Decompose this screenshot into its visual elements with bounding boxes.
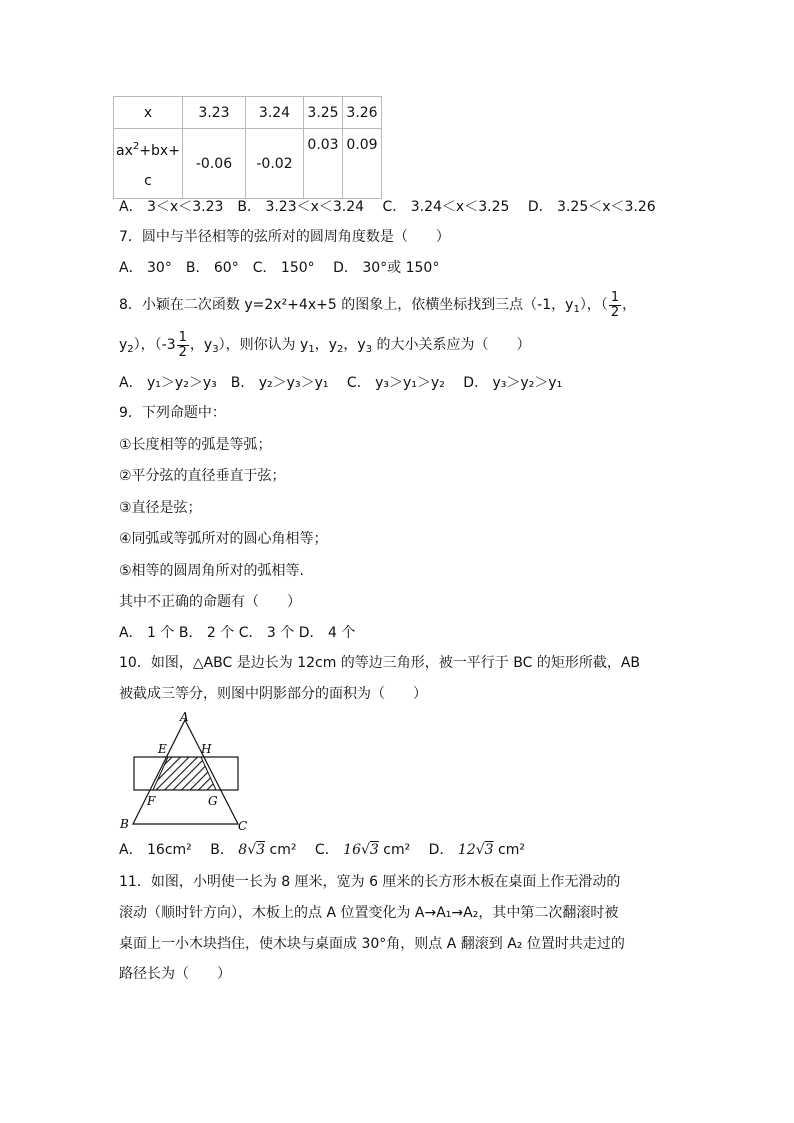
- q9-item: ①长度相等的弧是等弧；: [119, 437, 272, 453]
- table-header-cell: 3.26: [343, 97, 382, 129]
- unit: cm²: [378, 842, 411, 858]
- coef: 16: [343, 842, 361, 858]
- text: 8．小颖在二次函数 y=2x²+4x+5 的图象上，依横坐标找到三点（-1，y: [119, 297, 574, 313]
- subscript: 1: [573, 304, 580, 315]
- q7-stem: 7．圆中与半径相等的弦所对的圆周角度数是（ ）: [119, 229, 450, 245]
- text: ），则你认为 y: [218, 337, 309, 353]
- subscript: 2: [127, 344, 134, 355]
- label-a: A: [180, 710, 189, 724]
- q9-item: ⑤相等的圆周角所对的弧相等.: [119, 563, 305, 579]
- q9-ask: 其中不正确的命题有（ ）: [119, 594, 301, 610]
- subscript: 3: [365, 344, 373, 355]
- label-part: ax: [116, 142, 133, 159]
- q10-line2: 被截成三等分，则图中阴影部分的面积为（ ）: [119, 686, 427, 702]
- denominator: 2: [178, 344, 187, 360]
- q8-line1: [119, 290, 636, 325]
- subscript: 1: [308, 344, 315, 355]
- q9-item: ②平分弦的直径垂直于弦；: [119, 468, 286, 484]
- label-g: G: [208, 794, 218, 808]
- q11-line: 桌面上一小木块挡住，使木块与桌面成 30°角，则点 A 翻滚到 A₂ 位置时共走过的: [119, 936, 625, 952]
- q6-options: A． 3＜x＜3.23 B． 3.23＜x＜3.24 C． 3.24＜x＜3.25 D． 3.25＜x＜3.26: [119, 199, 656, 215]
- text: D．: [410, 842, 454, 858]
- q7-options: A． 30° B． 60° C． 150° D． 30°或 150°: [119, 260, 440, 276]
- text: C．: [296, 842, 339, 858]
- sqrt-icon: √: [247, 842, 257, 858]
- sqrt-icon: √: [475, 842, 485, 858]
- q11-line: 路径长为（ ）: [119, 966, 231, 982]
- table-header-cell: 3.23: [183, 97, 246, 129]
- table-cell: -0.02: [246, 129, 304, 199]
- q11-line: 11．如图，小明使一长为 8 厘米，宽为 6 厘米的长方形木板在桌面上作无滑动的: [119, 874, 621, 890]
- q10-line1: 10．如图，△ABC 是边长为 12cm 的等边三角形，被一平行于 BC 的矩形所截，AB: [119, 655, 641, 671]
- text: ），（-3: [133, 337, 176, 353]
- text: ），（: [579, 297, 608, 313]
- unit: cm²: [493, 842, 525, 858]
- text: y: [119, 337, 128, 353]
- coef: 8: [238, 842, 248, 858]
- table-row-label: [114, 129, 183, 199]
- text: ，y: [314, 337, 338, 353]
- numerator: 1: [178, 329, 187, 345]
- radicand: 3: [369, 842, 379, 858]
- q9-item: ③直径是弦；: [119, 500, 202, 516]
- triangle-figure: [110, 708, 260, 836]
- text: ，: [622, 297, 637, 313]
- table-header-cell: 3.24: [246, 97, 304, 129]
- label-part: +bx+: [139, 142, 180, 159]
- q10-options: [119, 840, 525, 860]
- table-header-cell: 3.25: [304, 97, 343, 129]
- label-f: F: [147, 794, 156, 808]
- table-cell: 0.09: [343, 129, 382, 199]
- q9-item: ④同弧或等弧所对的圆心角相等；: [119, 531, 328, 547]
- radicand: 3: [256, 842, 266, 858]
- label-sup: 2: [132, 140, 140, 152]
- q8-options: A． y₁＞y₂＞y₃ B． y₂＞y₃＞y₁ C． y₃＞y₁＞y₂ D． y₃＞y₂＞y₁: [119, 375, 563, 391]
- q9-stem: 9．下列命题中：: [119, 405, 226, 421]
- fraction: [609, 291, 621, 320]
- table-header-cell: x: [114, 97, 183, 129]
- value-table: [113, 96, 382, 199]
- table-cell: -0.06: [183, 129, 246, 199]
- label-part: c: [144, 172, 152, 189]
- numerator: 1: [610, 289, 620, 305]
- coef: 12: [457, 842, 476, 858]
- q11-line: 滚动（顺时针方向），木板上的点 A 位置变化为 A→A₁→A₂，其中第二次翻滚时被: [119, 905, 619, 921]
- label-e: E: [158, 742, 167, 756]
- text: ，y: [189, 337, 213, 353]
- label-b: B: [120, 817, 129, 831]
- text: ，y: [343, 337, 366, 353]
- radicand: 3: [484, 842, 494, 858]
- denominator: 2: [610, 304, 620, 320]
- label-h: H: [201, 742, 212, 756]
- table-cell: 0.03: [304, 129, 343, 199]
- q8-line2: [119, 330, 531, 365]
- q9-options: A． 1 个 B． 2 个 C． 3 个 D． 4 个: [119, 625, 356, 641]
- subscript: 3: [212, 344, 219, 355]
- unit: cm²: [265, 842, 297, 858]
- label-c: C: [238, 819, 248, 833]
- text: A． 16cm² B．: [119, 842, 234, 858]
- fraction: [177, 331, 189, 360]
- text: 的大小关系应为（ ）: [372, 337, 531, 353]
- subscript: 2: [337, 344, 344, 355]
- sqrt-icon: √: [360, 842, 370, 858]
